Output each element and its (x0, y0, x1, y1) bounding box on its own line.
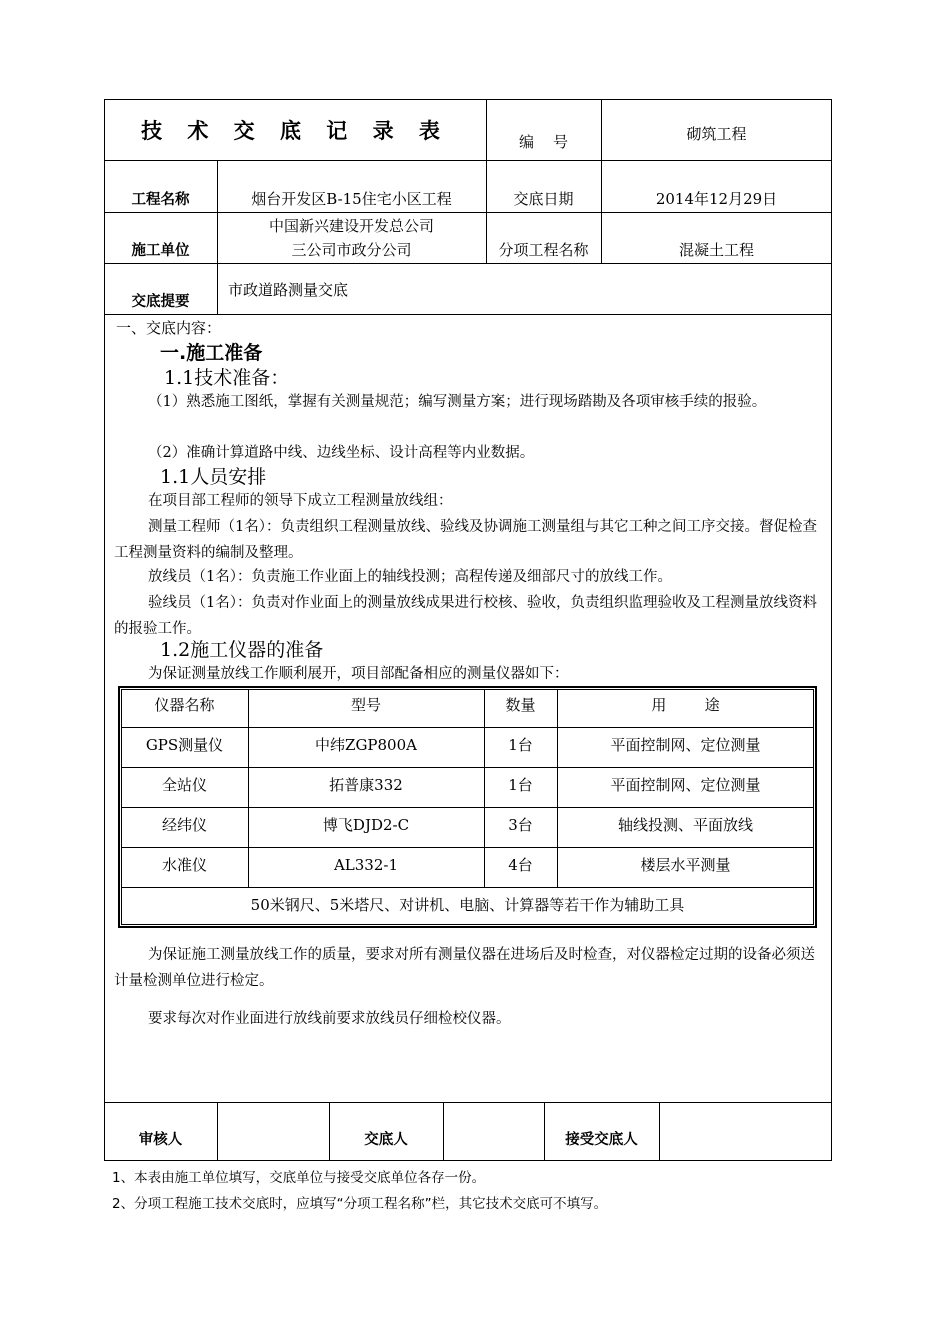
sub-project-label: 分项工程名称 (498, 241, 589, 259)
table-cell: 1台 (508, 776, 533, 794)
unit-line1: 中国新兴建设开发总公司 (268, 217, 434, 235)
table-header-cell: 数量 (505, 696, 536, 714)
table-cell: 水准仪 (161, 856, 207, 874)
table-cell: 博飞DJD2-C (322, 816, 410, 834)
project-name: 烟台开发区B-15住宅小区工程 (251, 190, 452, 208)
form-title: 技 术 交 底 记 录 表 (141, 119, 449, 143)
number-value: 砌筑工程 (686, 125, 747, 143)
table-row-divider (121, 767, 814, 768)
paragraph: 为保证测量放线工作顺利展开，项目部配备相应的测量仪器如下： (148, 666, 569, 682)
table-cell: 楼层水平测量 (640, 856, 731, 874)
table-header-cell: 用 途 (651, 696, 720, 714)
footnote: 2、分项工程施工技术交底时，应填写“分项工程名称”栏，其它技术交底可不填写。 (112, 1196, 608, 1212)
table-header-cell: 型号 (350, 696, 381, 714)
paragraph: （1）熟悉施工图纸，掌握有关测量规范；编写测量方案；进行现场踏勘及各项审核手续的报验。 (148, 394, 767, 410)
content-intro: 一、交底内容： (116, 319, 222, 337)
section-heading: 一.施工准备 (160, 342, 263, 364)
paragraph: 在项目部工程师的领导下成立工程测量放线组： (148, 493, 453, 509)
paragraph: 要求每次对作业面进行放线前要求放线员仔细检校仪器。 (148, 1011, 511, 1027)
row-divider (104, 263, 832, 264)
paragraph: 为保证施工测量放线工作的质量，要求对所有测量仪器在进场后及时检查，对仪器检定过期的设备必须送计量检测单位进行检定。 (114, 947, 815, 989)
table-footer-cell: 50米钢尺、5米塔尺、对讲机、电脑、计算器等若干作为辅助工具 (250, 896, 685, 914)
number-label: 编 号 (518, 133, 569, 151)
summary-value: 市政道路测量交底 (228, 281, 349, 299)
table-cell: 3台 (508, 816, 533, 834)
col-divider (217, 160, 218, 314)
subsection-heading: 1.1技术准备： (164, 367, 290, 389)
col-divider (601, 99, 602, 263)
row-divider (104, 160, 832, 161)
col-divider (486, 99, 487, 263)
table-cell: 4台 (508, 856, 533, 874)
table-cell: 轴线投测、平面放线 (617, 816, 753, 834)
table-row-divider (121, 847, 814, 848)
footnote: 1、本表由施工单位填写，交底单位与接受交底单位各存一份。 (112, 1170, 486, 1186)
row-divider (104, 314, 832, 315)
table-header-cell: 仪器名称 (154, 696, 215, 714)
unit-line2: 三公司市政分公司 (291, 241, 412, 259)
paragraph: 测量工程师（1名）：负责组织工程测量放线、验线及协调施工测量组与其它工种之间工序交接。督促检查工程测量资料的编制及整理。 (114, 519, 817, 561)
table-cell: 经纬仪 (161, 816, 207, 834)
reviewer-label: 审核人 (138, 1132, 183, 1148)
col-divider (443, 1102, 444, 1161)
table-cell: GPS测量仪 (145, 736, 224, 754)
table-cell: 平面控制网、定位测量 (610, 776, 761, 794)
paragraph: （2）准确计算道路中线、边线坐标、设计高程等内业数据。 (148, 445, 535, 461)
summary-label: 交底提要 (131, 294, 190, 310)
col-divider (217, 1102, 218, 1161)
table-row-divider (121, 807, 814, 808)
table-cell: 1台 (508, 736, 533, 754)
paragraph: 放线员（1名）：负责施工作业面上的轴线投测；高程传递及细部尺寸的放线工作。 (148, 569, 672, 585)
table-cell: 全站仪 (161, 776, 207, 794)
table-row-divider (121, 727, 814, 728)
unit-label: 施工单位 (131, 243, 190, 259)
presenter-label: 交底人 (364, 1132, 408, 1148)
row-divider (104, 212, 832, 213)
date-label: 交底日期 (513, 190, 574, 208)
project-name-label: 工程名称 (131, 192, 190, 208)
subsection-heading: 1.1人员安排 (160, 466, 267, 488)
table-row-divider (121, 887, 814, 888)
receiver-label: 接受交底人 (565, 1132, 638, 1148)
col-divider (659, 1102, 660, 1161)
sub-project-value: 混凝土工程 (678, 241, 754, 259)
table-cell: 拓普康332 (329, 776, 403, 794)
table-cell: 平面控制网、定位测量 (610, 736, 761, 754)
paragraph: 验线员（1名）：负责对作业面上的测量放线成果进行校核、验收，负责组织监理验收及工程测量放线资料的报验工作。 (114, 595, 817, 637)
table-cell: 中纬ZGP800A (315, 736, 417, 754)
table-cell: AL332-1 (333, 856, 399, 874)
row-divider (104, 1102, 832, 1103)
subsection-heading: 1.2施工仪器的准备 (160, 639, 324, 661)
date-value: 2014年12月29日 (655, 190, 778, 208)
